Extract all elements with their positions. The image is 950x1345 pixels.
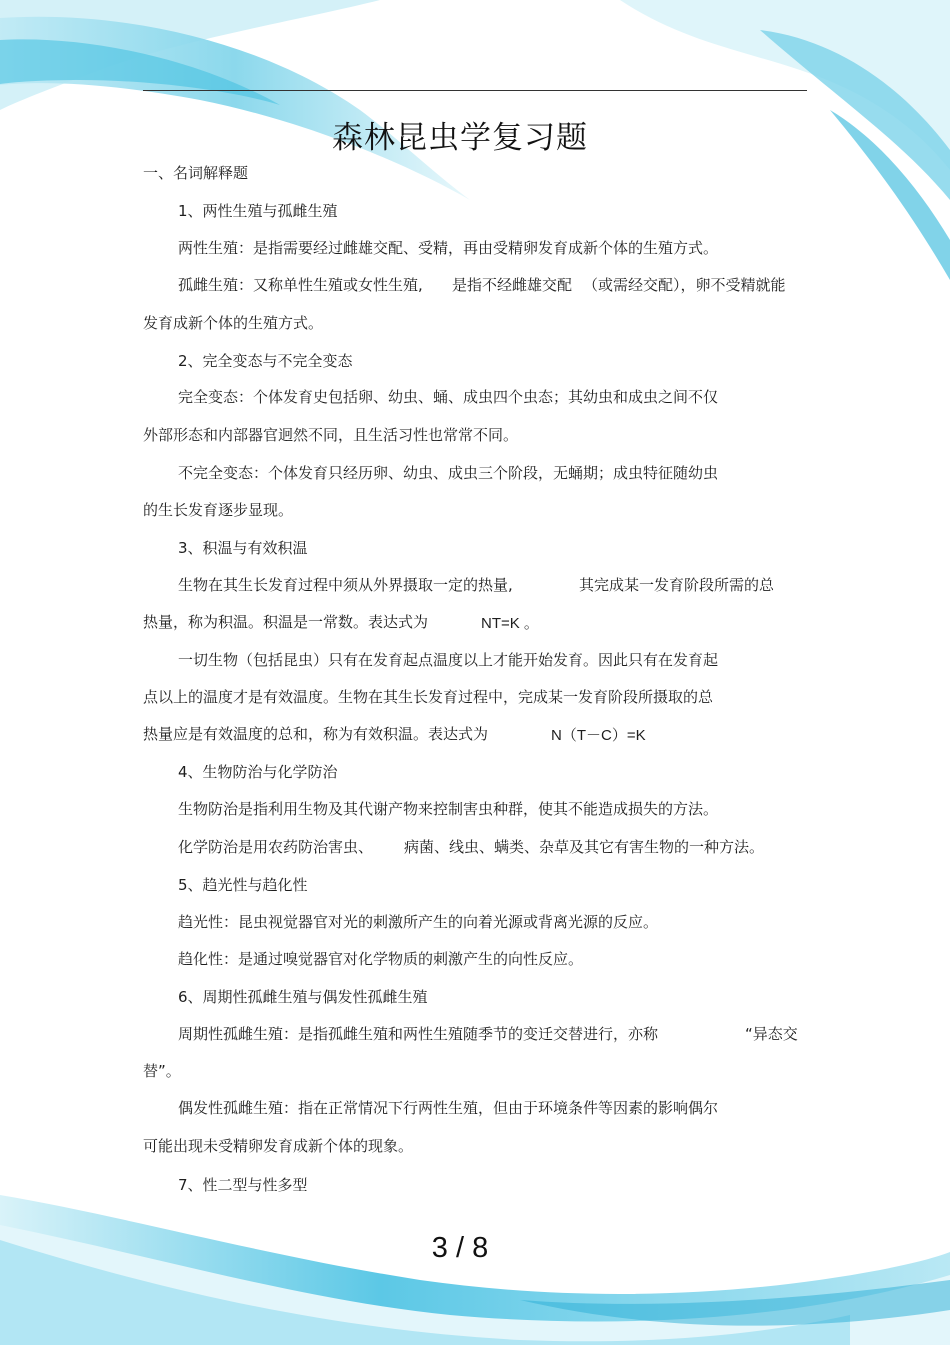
definition-paragraph-continued: 可能出现未受精卵发育成新个体的现象。 — [143, 1137, 414, 1155]
definition-fragment: “异态交 — [745, 1025, 798, 1043]
term-heading-5: 5、趋光性与趋化性 — [178, 876, 308, 894]
term-heading-3: 3、积温与有效积温 — [178, 539, 308, 557]
definition-fragment: （或需经交配），卵不受精就能 — [583, 276, 786, 294]
term-heading-1: 1、两性生殖与孤雌生殖 — [178, 202, 338, 220]
formula: N（T－C）=K — [551, 727, 646, 744]
term-heading-7: 7、性二型与性多型 — [178, 1176, 308, 1194]
definition-paragraph: 两性生殖：是指需要经过雌雄交配、受精，再由受精卵发育成新个体的生殖方式。 — [178, 239, 719, 257]
term-heading-2: 2、完全变态与不完全变态 — [178, 352, 353, 370]
definition-paragraph: 周期性孤雌生殖：是指孤雌生殖和两性生殖随季节的变迁交替进行，亦称 — [178, 1025, 659, 1043]
term-heading-6: 6、周期性孤雌生殖与偶发性孤雌生殖 — [178, 988, 428, 1006]
definition-fragment: 是指不经雌雄交配 — [452, 276, 573, 294]
definition-paragraph-continued: 点以上的温度才是有效温度。生物在其生长发育过程中，完成某一发育阶段所摄取的总 — [143, 688, 714, 706]
definition-paragraph: 趋光性：昆虫视觉器官对光的刺激所产生的向着光源或背离光源的反应。 — [178, 913, 659, 931]
section-heading: 一、名词解释题 — [143, 164, 249, 182]
formula: NT=K 。 — [481, 615, 539, 632]
definition-paragraph-continued: 外部形态和内部器官迥然不同，且生活习性也常常不同。 — [143, 426, 519, 444]
definition-paragraph-continued: 热量，称为积温。积温是一常数。表达式为 — [143, 613, 429, 631]
definition-paragraph: 不完全变态：个体发育只经历卵、幼虫、成虫三个阶段，无蛹期；成虫特征随幼虫 — [178, 464, 719, 482]
definition-paragraph: 生物防治是指利用生物及其代谢产物来控制害虫种群，使其不能造成损失的方法。 — [178, 800, 719, 818]
term-heading-4: 4、生物防治与化学防治 — [178, 763, 338, 781]
definition-paragraph-continued: 替”。 — [143, 1062, 181, 1080]
definition-paragraph: 孤雌生殖：又称单性生殖或女性生殖, — [178, 276, 423, 294]
page-number: 3 / 8 — [431, 1232, 489, 1264]
definition-paragraph: 趋化性：是通过嗅觉器官对化学物质的刺激产生的向性反应。 — [178, 950, 584, 968]
definition-paragraph-continued: 发育成新个体的生殖方式。 — [143, 314, 324, 332]
definition-paragraph-continued: 的生长发育逐步显现。 — [143, 501, 294, 519]
definition-paragraph: 化学防治是用农药防治害虫、 — [178, 838, 374, 856]
definition-paragraph: 偶发性孤雌生殖：指在正常情况下行两性生殖，但由于环境条件等因素的影响偶尔 — [178, 1099, 719, 1117]
document-title: 森林昆虫学复习题 — [332, 120, 588, 156]
definition-paragraph-continued: 热量应是有效温度的总和，称为有效积温。表达式为 — [143, 725, 489, 743]
definition-paragraph: 生物在其生长发育过程中须从外界摄取一定的热量, — [178, 576, 513, 594]
header-rule — [143, 90, 807, 91]
definition-paragraph: 一切生物（包括昆虫）只有在发育起点温度以上才能开始发育。因此只有在发育起 — [178, 651, 719, 669]
definition-fragment: 其完成某一发育阶段所需的总 — [579, 576, 775, 594]
definition-fragment: 病菌、线虫、螨类、杂草及其它有害生物的一种方法。 — [404, 838, 765, 856]
definition-paragraph: 完全变态：个体发育史包括卵、幼虫、蛹、成虫四个虫态；其幼虫和成虫之间不仅 — [178, 388, 719, 406]
